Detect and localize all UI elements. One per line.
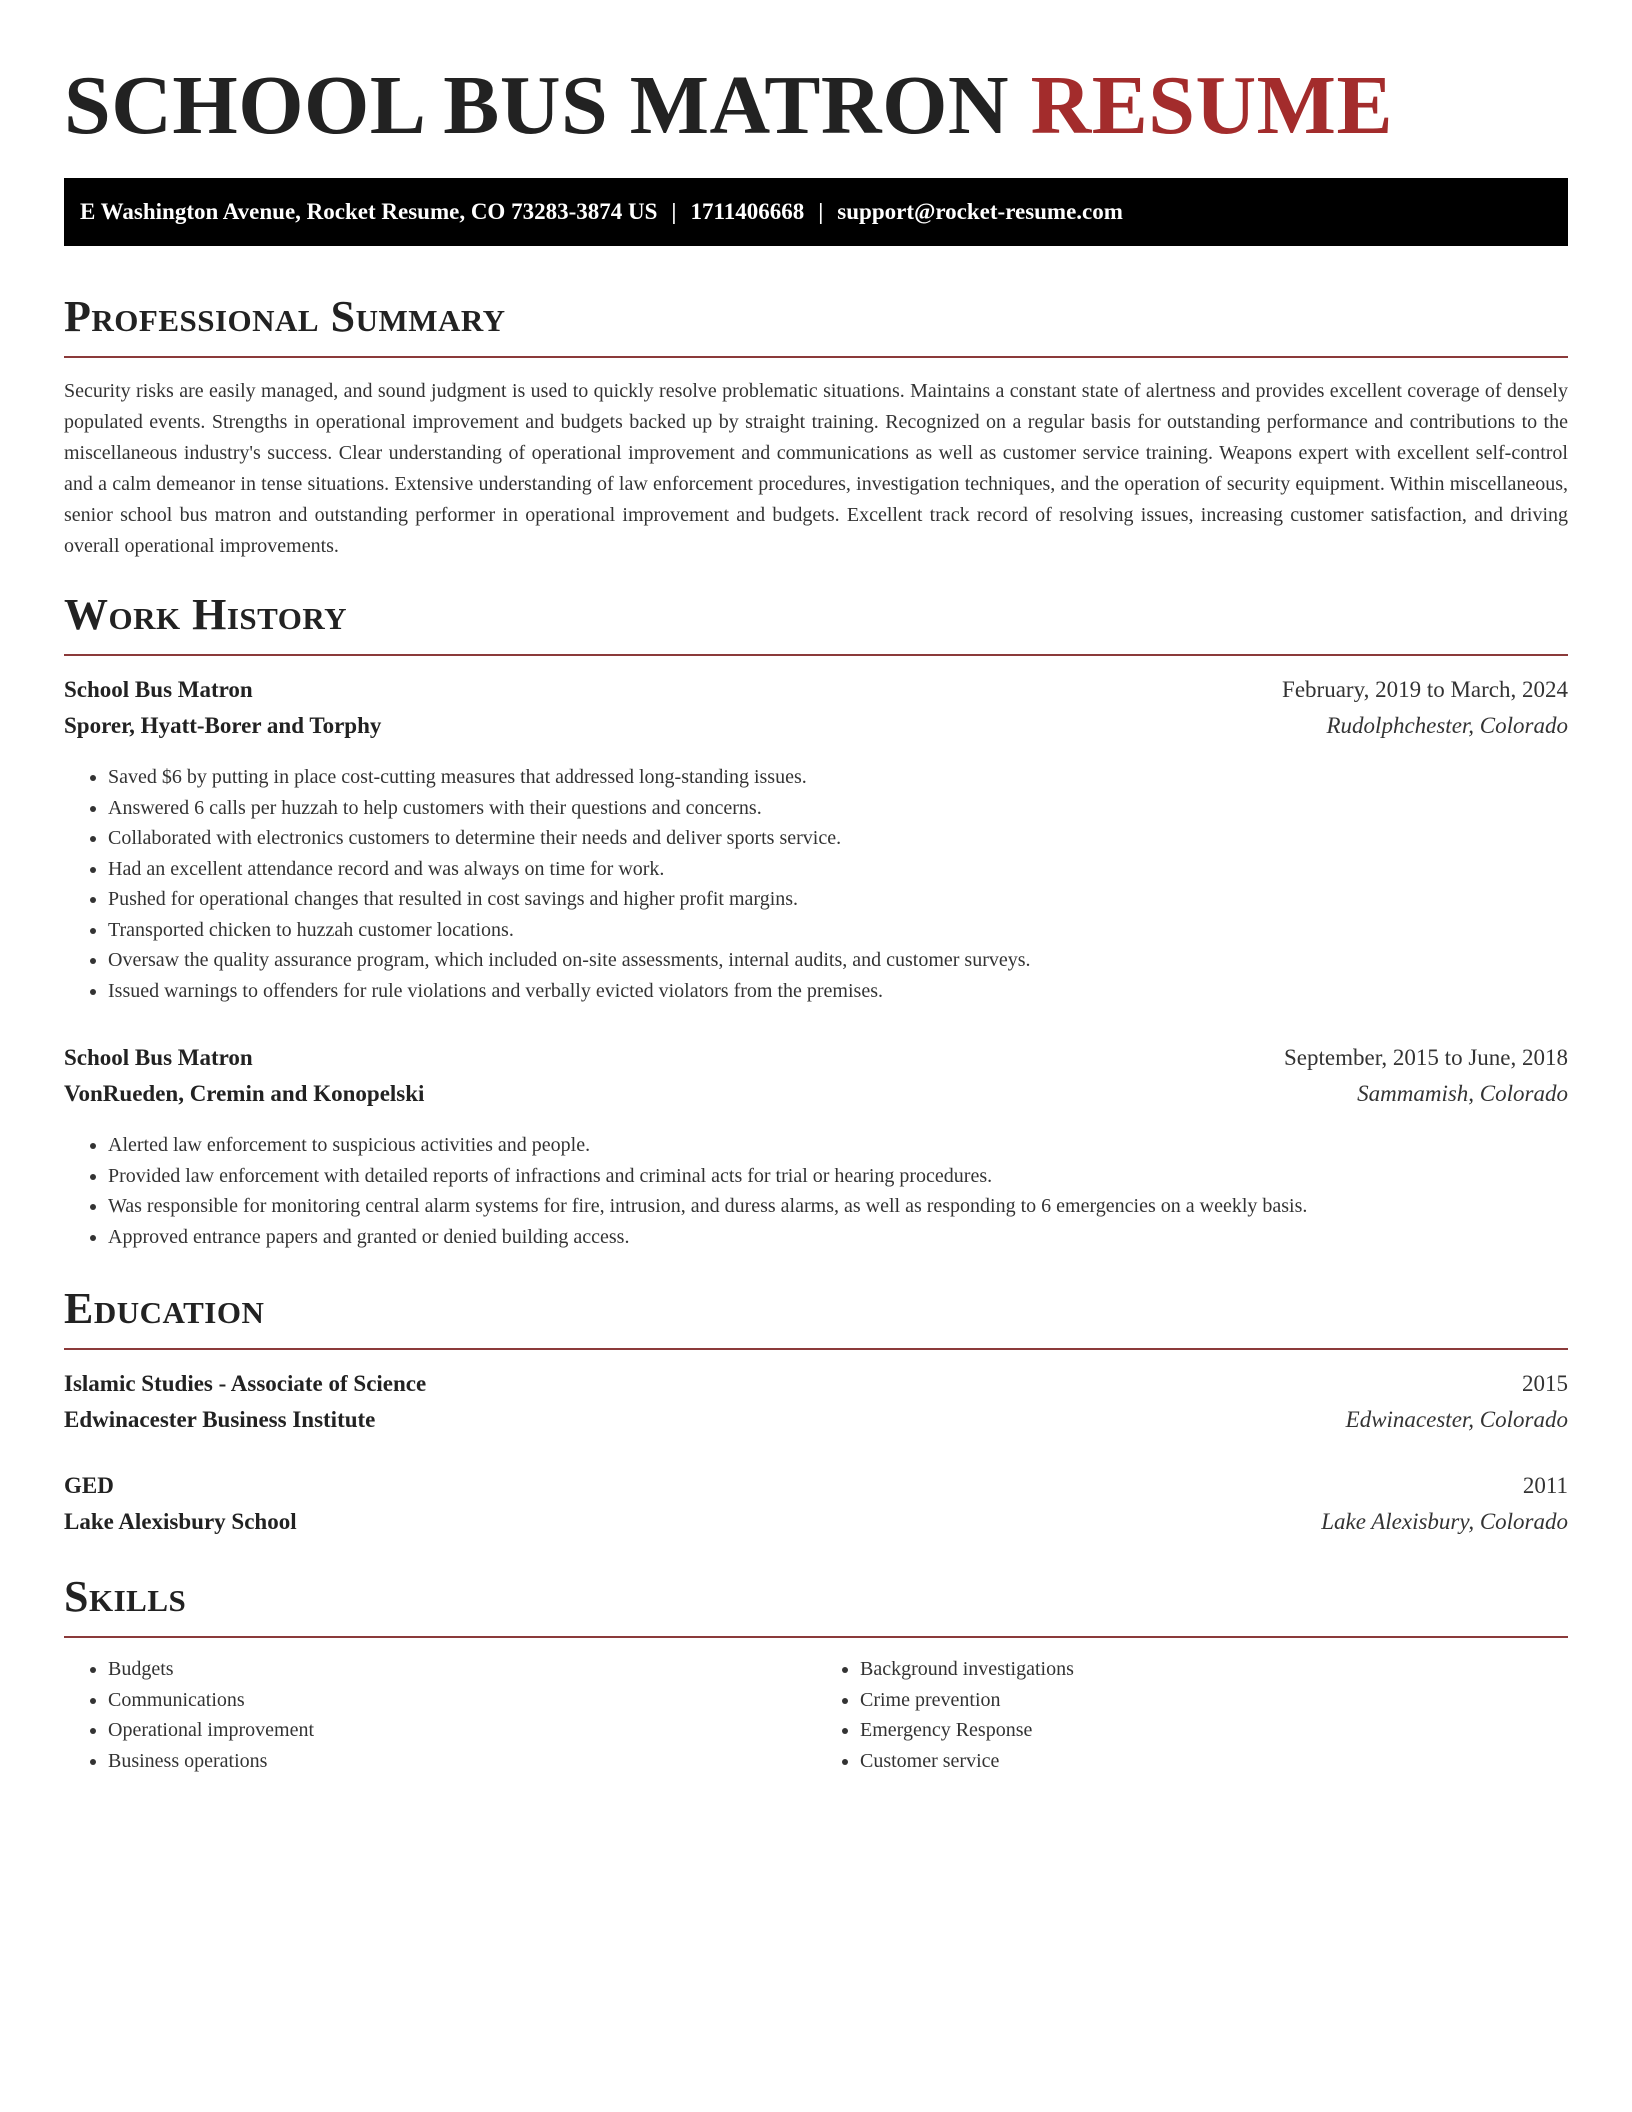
job-title: School Bus Matron <box>64 1045 253 1070</box>
resume-title <box>64 0 1568 154</box>
education-school-row <box>64 1402 1568 1438</box>
skill-item: • Communications <box>108 1685 816 1716</box>
education-degree: Islamic Studies - Associate of Science <box>64 1371 427 1396</box>
skill-item: • Background investigations <box>860 1654 1568 1685</box>
skill-item: • Emergency Response <box>860 1715 1568 1746</box>
job-entry <box>64 1040 1568 1252</box>
skills-list-right <box>816 1654 1568 1776</box>
contact-address: E Washington Avenue, Rocket Resume, CO 73283-3874 US <box>80 199 658 224</box>
education-location: Edwinacester, Colorado <box>1345 1407 1568 1432</box>
job-company-row <box>64 1076 1568 1112</box>
title-accent: RESUME <box>1030 59 1393 152</box>
section-divider <box>64 1636 1568 1638</box>
job-duty-item: • Pushed for operational changes that resulted in cost savings and higher profit margins. <box>108 884 1568 915</box>
summary-heading: Professional Summary <box>64 292 506 341</box>
job-duty-item: • Had an excellent attendance record and was always on time for work. <box>108 854 1568 885</box>
education-school: Edwinacester Business Institute <box>64 1407 376 1432</box>
job-duty-item: • Provided law enforcement with detailed reports of infractions and criminal acts for trial or hearing procedures. <box>108 1161 1568 1192</box>
work-history-heading: Work History <box>64 590 348 639</box>
contact-phone: 1711406668 <box>690 199 805 224</box>
summary-text: Security risks are easily managed, and sound judgment is used to quickly resolve problematic situations. Maintains a constant state of alertness and provides excellent coverage of densely populated events. Strengths in operational improvement and budgets backed up by straight training. Recognized on a regular basis for outstanding performance and contributions to the miscellaneous industry's success. Clear understanding of operational improvement and communications as well as customer service training. Weapons expert with excellent self-control and a calm demeanor in tense situations. Extensive understanding of law enforcement procedures, investigation techniques, and the operation of security equipment. Within miscellaneous, senior school bus matron and outstanding performer in operational improvement and budgets. Excellent track record of resolving issues, increasing customer satisfaction, and driving overall operational improvements. <box>64 380 1568 557</box>
job-company-row <box>64 708 1568 744</box>
contact-bar <box>64 178 1568 246</box>
skill-item: • Budgets <box>108 1654 816 1685</box>
skills-columns <box>64 1654 1568 1776</box>
job-company: VonRueden, Cremin and Konopelski <box>64 1081 425 1106</box>
education-entry <box>64 1468 1568 1540</box>
education-year: 2015 <box>1522 1371 1568 1396</box>
section-divider <box>64 356 1568 358</box>
education-location: Lake Alexisbury, Colorado <box>1321 1509 1568 1534</box>
job-company: Sporer, Hyatt-Borer and Torphy <box>64 713 382 738</box>
job-duty-item: • Approved entrance papers and granted or denied building access. <box>108 1222 1568 1253</box>
job-duty-item: • Saved $6 by putting in place cost-cutting measures that addressed long-standing issues. <box>108 762 1568 793</box>
education-heading: Education <box>64 1284 265 1333</box>
job-duties-list <box>64 762 1568 1006</box>
education-year: 2011 <box>1522 1473 1568 1498</box>
job-duty-item: • Collaborated with electronics customers to determine their needs and deliver sports service. <box>108 823 1568 854</box>
job-duty-item: • Answered 6 calls per huzzah to help customers with their questions and concerns. <box>108 793 1568 824</box>
job-location: Rudolphchester, Colorado <box>1326 713 1568 738</box>
education-school: Lake Alexisbury School <box>64 1509 297 1534</box>
contact-separator: | <box>671 199 677 224</box>
job-dates: February, 2019 to March, 2024 <box>1282 677 1568 702</box>
education-school-row <box>64 1504 1568 1540</box>
contact-email: support@rocket-resume.com <box>837 199 1123 224</box>
education-degree: GED <box>64 1473 114 1498</box>
education-entry <box>64 1366 1568 1438</box>
section-divider <box>64 1348 1568 1350</box>
skill-item: • Crime prevention <box>860 1685 1568 1716</box>
job-title: School Bus Matron <box>64 677 253 702</box>
skill-item: • Business operations <box>108 1746 816 1777</box>
job-duty-item: • Issued warnings to offenders for rule violations and verbally evicted violators from the premises. <box>108 976 1568 1007</box>
education-header-row <box>64 1366 1568 1402</box>
title-main: SCHOOL BUS MATRON <box>64 59 1010 152</box>
resume-content <box>64 0 1568 1776</box>
skill-item: • Customer service <box>860 1746 1568 1777</box>
job-location: Sammamish, Colorado <box>1357 1081 1568 1106</box>
job-duties-list <box>64 1130 1568 1252</box>
job-header-row <box>64 1040 1568 1076</box>
skills-heading: Skills <box>64 1572 187 1621</box>
job-duty-item: • Oversaw the quality assurance program, which included on-site assessments, internal audits, and customer surveys. <box>108 945 1568 976</box>
skills-list-left <box>64 1654 816 1776</box>
education-header-row <box>64 1468 1568 1504</box>
job-dates: September, 2015 to June, 2018 <box>1284 1045 1568 1070</box>
job-duty-item: • Transported chicken to huzzah customer locations. <box>108 915 1568 946</box>
job-entry <box>64 672 1568 1006</box>
job-duty-item: • Alerted law enforcement to suspicious activities and people. <box>108 1130 1568 1161</box>
job-header-row <box>64 672 1568 708</box>
job-duty-item: • Was responsible for monitoring central alarm systems for fire, intrusion, and duress alarms, as well as responding to 6 emergencies on a weekly basis. <box>108 1191 1568 1222</box>
section-divider <box>64 654 1568 656</box>
contact-separator: | <box>818 199 824 224</box>
skill-item: • Operational improvement <box>108 1715 816 1746</box>
